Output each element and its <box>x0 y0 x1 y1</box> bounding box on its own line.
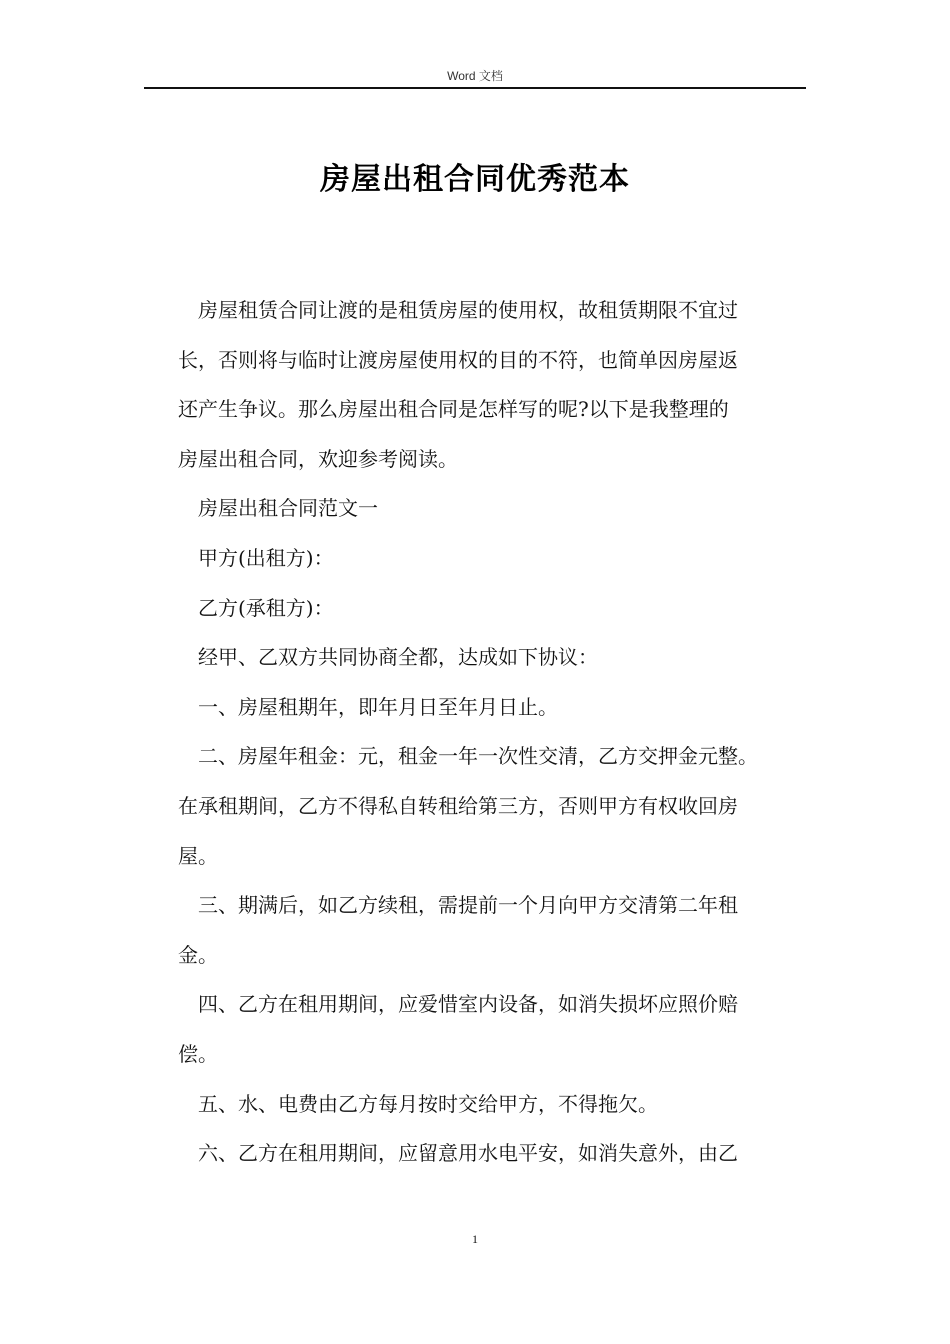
clause-2: 二、房屋年租金：元，租金一年一次性交清，乙方交押金元整。 <box>198 744 758 769</box>
clause-3: 三、期满后，如乙方续租，需提前一个月向甲方交清第二年租 <box>198 893 738 918</box>
clause-4-continued: 偿。 <box>178 1041 218 1066</box>
document-title: 房屋出租合同优秀范本 <box>320 162 630 197</box>
clause-5: 五、水、电费由乙方每月按时交给甲方，不得拖欠。 <box>198 1091 658 1116</box>
clause-6: 六、乙方在租用期间，应留意用水电平安，如消失意外，由乙 <box>198 1141 738 1166</box>
clause-3-continued: 金。 <box>178 942 218 967</box>
clause-2-continued: 在承租期间，乙方不得私自转租给第三方，否则甲方有权收回房 <box>178 793 738 818</box>
clause-1: 一、房屋租期年，即年月日至年月日止。 <box>198 694 558 719</box>
body-line: 长，否则将与临时让渡房屋使用权的目的不符，也简单因房屋返 <box>178 347 738 372</box>
section-heading: 房屋出租合同范文一 <box>198 496 378 521</box>
header-divider <box>144 87 806 89</box>
party-b-line: 乙方(承租方)： <box>198 595 334 620</box>
agreement-intro: 经甲、乙双方共同协商全都，达成如下协议： <box>198 645 598 670</box>
body-line: 房屋租赁合同让渡的是租赁房屋的使用权，故租赁期限不宜过 <box>198 298 738 322</box>
page-number: 1 <box>472 1232 478 1246</box>
body-line: 还产生争议。那么房屋出租合同是怎样写的呢?以下是我整理的 <box>178 397 729 422</box>
body-line: 房屋出租合同，欢迎参考阅读。 <box>178 446 458 471</box>
document-body <box>178 286 808 1179</box>
page-header-label: Word 文档 <box>447 69 503 83</box>
clause-4: 四、乙方在租用期间，应爱惜室内设备，如消失损坏应照价赔 <box>198 992 738 1017</box>
clause-2-continued: 屋。 <box>178 843 218 868</box>
party-a-line: 甲方(出租方)： <box>198 545 334 570</box>
